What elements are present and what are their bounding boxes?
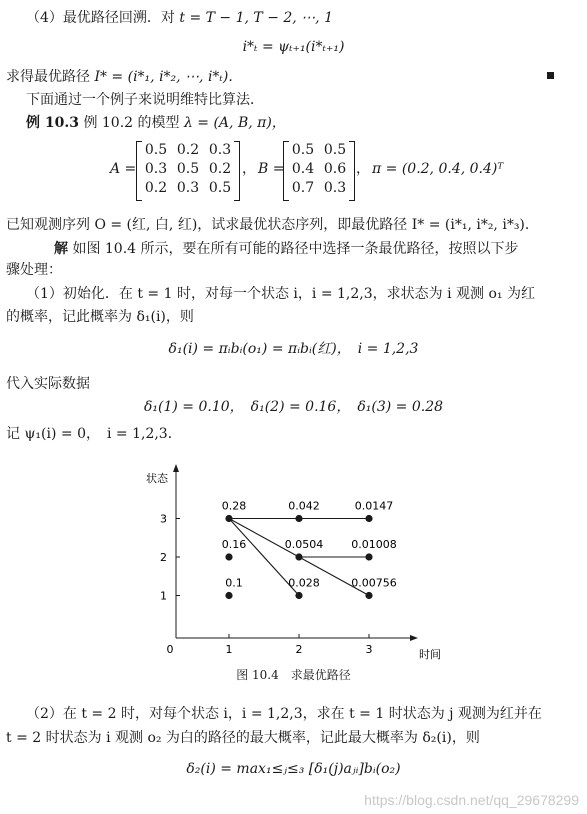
state-node xyxy=(295,592,302,599)
step1-subtext: 代入实际数据 xyxy=(6,376,90,392)
matrix-cell: 0.5 xyxy=(291,142,315,158)
matrix-cell: 0.3 xyxy=(208,142,232,158)
state-node xyxy=(225,592,232,599)
matrix-cell: 0.6 xyxy=(323,161,347,177)
step1-formula: δ₁(i) = πᵢbᵢ(o₁) = πᵢbᵢ(红)， i = 1,2,3 xyxy=(168,341,419,357)
node-probability-label: 0.0147 xyxy=(354,499,394,513)
matrix-cell: 0.7 xyxy=(291,180,315,196)
viterbi-trellis-chart xyxy=(0,460,587,690)
step4-formula: i*ₜ = ψₜ₊₁(i*ₜ₊₁) xyxy=(242,39,345,55)
y-tick-label: 2 xyxy=(160,551,167,564)
state-node xyxy=(225,515,232,522)
matrix-cell: 0.5 xyxy=(144,142,168,158)
y-axis-label: 状态 xyxy=(146,472,168,485)
state-node xyxy=(365,553,372,560)
pi-vector: π = (0.2, 0.4, 0.4)ᵀ xyxy=(372,161,504,177)
chart-root xyxy=(146,464,441,661)
step4-result-text: 求得最优路径 xyxy=(6,69,90,85)
node-probability-label: 0.0504 xyxy=(284,538,324,551)
figure-caption: 图 10.4 求最优路径 xyxy=(236,668,351,682)
intro-text: 下面通过一个例子来说明维特比算法． xyxy=(26,92,264,108)
matrix-cell: 0.3 xyxy=(176,180,200,196)
step1-psi: 记 ψ₁(i) = 0， i = 1,2,3． xyxy=(6,426,182,442)
step1-line1: （1）初始化．在 t = 1 时，对每一个状态 i，i = 1,2,3，求状态为 i 观测 o₁ 为红 xyxy=(26,286,535,302)
step2-formula: δ₂(i) = max₁≤ⱼ≤₃ [δ₁(j)aⱼᵢ]bᵢ(o₂) xyxy=(186,761,401,777)
x-axis-label: 时间 xyxy=(419,648,441,661)
node-probability-label: 0.00756 xyxy=(351,576,397,590)
example-label: 例 10.3 xyxy=(26,115,79,131)
node-probability-label: 0.01008 xyxy=(351,538,397,551)
state-node xyxy=(365,515,372,522)
node-probability-label: 0.16 xyxy=(221,538,247,551)
step2-line2: t = 2 时状态为 i 观测 o₂ 为白的路径的最大概率，记此最大概率为 δ₂(i)，则 xyxy=(6,730,480,746)
matrix-b-row xyxy=(287,161,351,177)
y-tick-label: 3 xyxy=(160,512,167,526)
state-node xyxy=(365,592,372,599)
given-text: 已知观测序列 O = (红, 白, 红)，试求最优状态序列，即最优路径 I* = (i*₁, i*₂, i*₃)． xyxy=(6,217,539,233)
matrix-cell: 0.2 xyxy=(176,142,200,158)
step4-result xyxy=(6,68,587,86)
matrix-separator: ， xyxy=(356,161,370,177)
step4-result-math: I* = (i*₁, i*₂, ⋯, i*ₜ). xyxy=(94,69,233,85)
solution-line1: 如图 10.4 所示，要在所有可能的路径中选择一条最优路径，按照以下步 xyxy=(72,241,519,257)
step1-line2: 的概率，记此概率为 δ₁(i)，则 xyxy=(6,309,194,325)
matrix-cell: 0.3 xyxy=(323,180,347,196)
matrix-a-row xyxy=(140,161,236,177)
origin-label: 0 xyxy=(166,643,174,656)
matrix-a-label: A = xyxy=(110,161,137,177)
y-axis-arrow xyxy=(173,464,179,472)
x-axis-arrow xyxy=(410,635,418,641)
matrix-b-label: B = xyxy=(258,161,285,177)
solution-label: 解 xyxy=(54,241,68,257)
x-tick-label: 2 xyxy=(295,643,303,656)
matrix-a xyxy=(136,141,240,199)
state-node xyxy=(295,515,302,522)
watermark: https://blog.csdn.net/qq_29678299 xyxy=(364,792,579,808)
state-node xyxy=(225,553,232,560)
matrix-b xyxy=(283,141,355,199)
matrix-b-row xyxy=(287,180,351,196)
matrix-cell: 0.5 xyxy=(208,180,232,196)
matrix-b-row xyxy=(287,142,351,158)
matrix-a-row xyxy=(140,142,236,158)
step4-math: t = T − 1, T − 2, ⋯, 1 xyxy=(179,10,333,26)
matrix-a-row xyxy=(140,180,236,196)
matrix-cell: 0.5 xyxy=(323,142,347,158)
matrix-cell: 0.4 xyxy=(291,161,315,177)
solution-line2: 骤处理： xyxy=(6,262,62,278)
matrix-cell: 0.5 xyxy=(176,161,200,177)
solution-line xyxy=(54,240,587,258)
example-text: 例 10.2 的模型 xyxy=(83,115,180,131)
node-probability-label: 0.042 xyxy=(288,499,320,513)
node-probability-label: 0.1 xyxy=(225,576,243,590)
node-probability-label: 0.28 xyxy=(221,499,247,513)
end-of-proof-square xyxy=(547,72,554,79)
y-tick-label: 1 xyxy=(160,589,167,603)
state-node xyxy=(295,553,302,560)
node-probability-label: 0.028 xyxy=(288,576,320,590)
step1-values: δ₁(1) = 0.10， δ₁(2) = 0.16， δ₁(3) = 0.28 xyxy=(143,399,444,415)
step2-line1: （2）在 t = 2 时，对每个状态 i，i = 1,2,3，求在 t = 1 时状态为 j 观测为红并在 xyxy=(26,706,542,722)
example-model: λ = (A, B, π)， xyxy=(183,115,286,131)
step4-heading xyxy=(26,9,587,27)
matrix-cell: 0.3 xyxy=(144,161,168,177)
x-tick-label: 3 xyxy=(365,643,373,656)
example-line xyxy=(26,114,587,132)
x-tick-label: 1 xyxy=(225,643,233,656)
matrix-cell: 0.2 xyxy=(144,180,168,196)
matrix-cell: 0.2 xyxy=(208,161,232,177)
step4-head: （4）最优路径回溯．对 xyxy=(26,10,175,26)
matrix-separator: ， xyxy=(242,161,256,177)
